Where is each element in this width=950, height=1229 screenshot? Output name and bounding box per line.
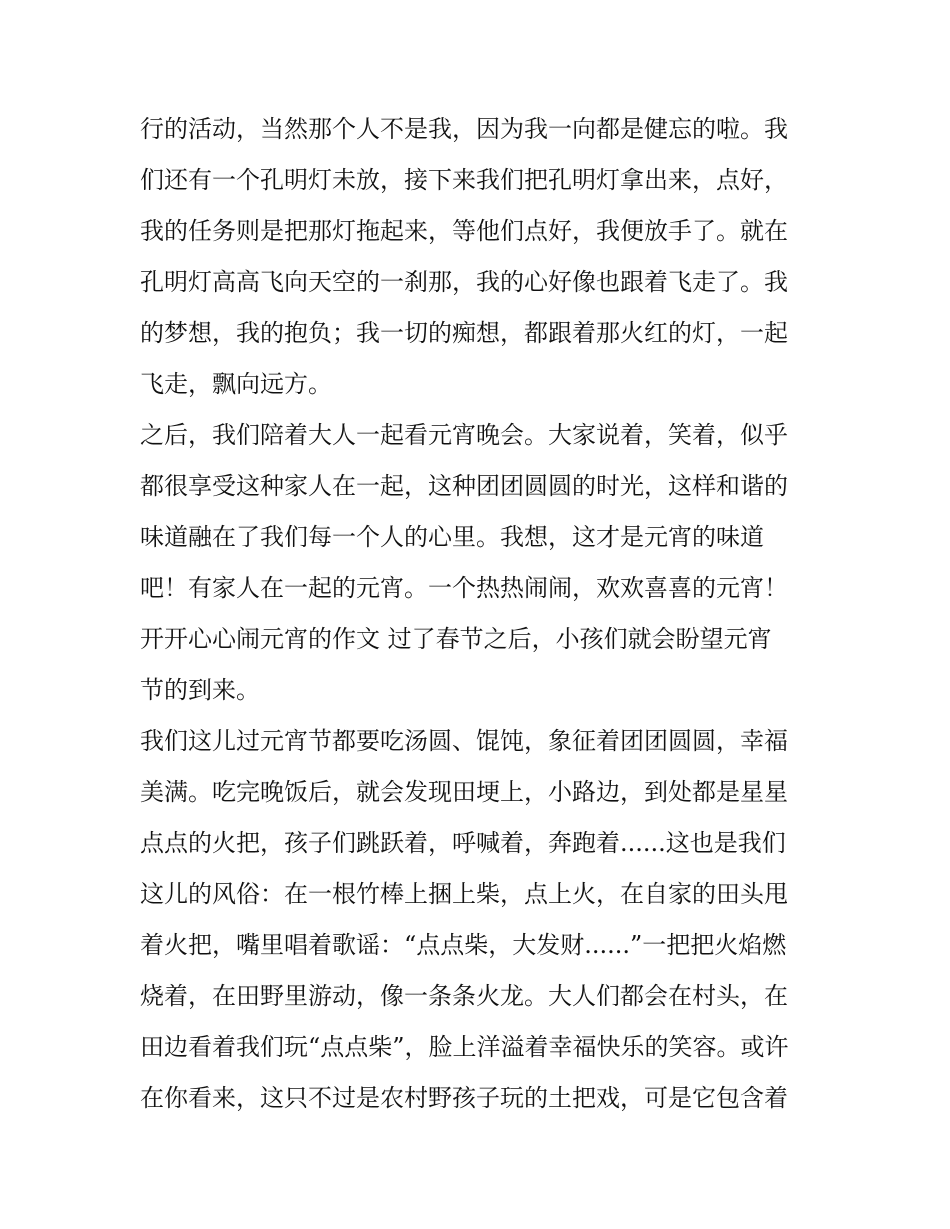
text-line: 田边看着我们玩“点点柴”，脸上洋溢着幸福快乐的笑容。或许 [140,1033,789,1061]
text-line: 的梦想，我的抱负；我一切的痴想，都跟着那火红的灯，一起 [140,319,788,347]
text-line: 孔明灯高高飞向天空的一刹那，我的心好像也跟着飞走了。我 [140,268,788,296]
text-line: 美满。吃完晚饭后，就会发现田埂上，小路边，到处都是星星 [140,778,788,806]
text-line: 吧！有家人在一起的元宵。一个热热闹闹，欢欢喜喜的元宵！ [140,574,788,602]
text-line: 飞走，飘向远方。 [140,370,332,398]
text-line: 味道融在了我们每一个人的心里。我想，这才是元宵的味道 [140,523,764,551]
text-line: 我的任务则是把那灯拖起来，等他们点好，我便放手了。就在 [140,217,788,245]
text-line: 之后，我们陪着大人一起看元宵晚会。大家说着，笑着，似乎 [140,421,788,449]
text-line: 着火把，嘴里唱着歌谣：“点点柴，大发财......”一把把火焰燃 [140,931,787,959]
text-line: 都很享受这种家人在一起，这种团团圆圆的时光，这样和谐的 [140,472,788,500]
text-line: 们还有一个孔明灯未放，接下来我们把孔明灯拿出来，点好， [140,166,788,194]
text-line: 烧着，在田野里游动，像一条条火龙。大人们都会在村头，在 [140,982,788,1010]
text-line: 行的活动，当然那个人不是我，因为我一向都是健忘的啦。我 [140,115,788,143]
text-line: 我们这儿过元宵节都要吃汤圆、馄饨，象征着团团圆圆，幸福 [140,727,788,755]
text-line: 点点的火把，孩子们跳跃着，呼喊着，奔跑着......这也是我们 [140,829,786,857]
text-line: 节的到来。 [140,676,260,704]
text-line: 开开心心闹元宵的作文 过了春节之后，小孩们就会盼望元宵 [140,625,772,653]
text-line: 在你看来，这只不过是农村野孩子玩的土把戏，可是它包含着 [140,1084,788,1112]
body-text [140,104,820,1124]
text-line: 这儿的风俗：在一根竹棒上捆上柴，点上火，在自家的田头甩 [140,880,788,908]
